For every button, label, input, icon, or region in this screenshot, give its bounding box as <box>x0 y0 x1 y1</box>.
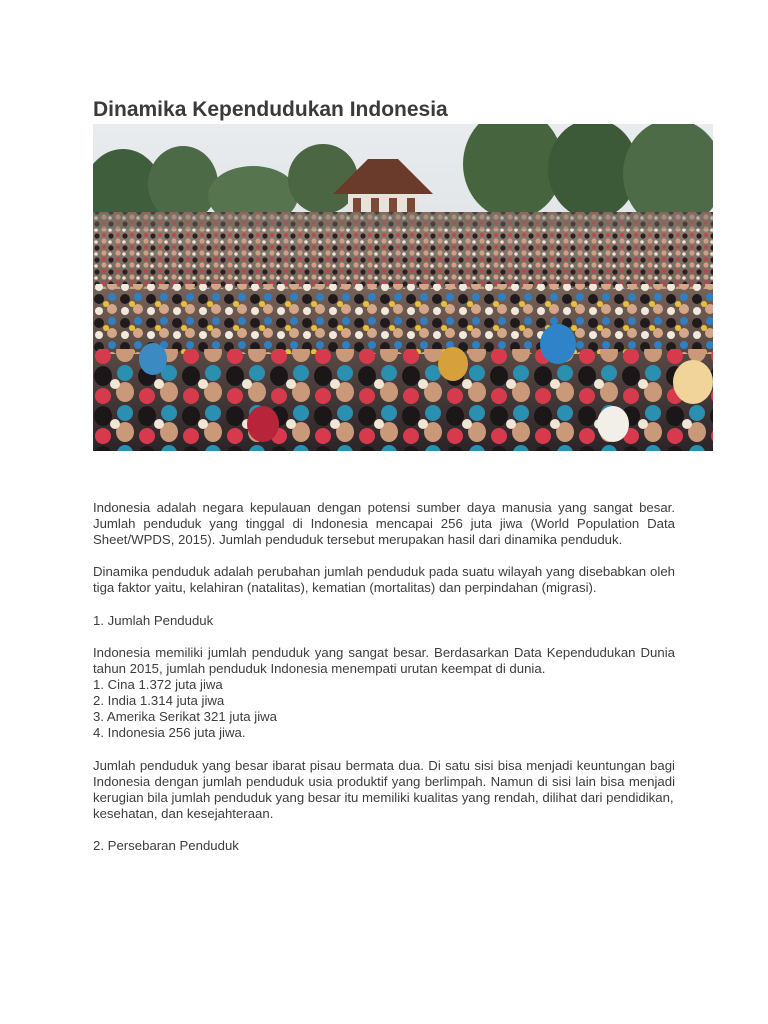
paragraph-intro: Indonesia adalah negara kepulauan dengan potensi sumber daya manusia yang sangat besar. Jumlah penduduk yang tinggal di Indonesia mencapai 256 juta jiwa (World Population Data Sheet/WPDS, 2015). Jumlah penduduk tersebut merupakan hasil dari dinamika penduduk. <box>93 500 675 548</box>
list-item: 2. India 1.314 juta jiwa <box>93 693 225 709</box>
section-heading-persebaran-penduduk: 2. Persebaran Penduduk <box>93 837 239 853</box>
list-item: 3. Amerika Serikat 321 juta jiwa <box>93 709 277 725</box>
list-item: 1. Cina 1.372 juta jiwa <box>93 677 223 693</box>
paragraph-definition: Dinamika penduduk adalah perubahan jumlah penduduk pada suatu wilayah yang disebabkan oleh tiga faktor yaitu, kelahiran (natalitas), kematian (mortalitas) dan perpindahan (migrasi). <box>93 564 675 596</box>
section-heading-jumlah-penduduk: 1. Jumlah Penduduk <box>93 612 214 628</box>
paragraph-ranking: Indonesia memiliki jumlah penduduk yang sangat besar. Berdasarkan Data Kependudukan Dunia tahun 2015, jumlah penduduk Indonesia menempati urutan keempat di dunia. <box>93 644 675 676</box>
paragraph-double-edged: Jumlah penduduk yang besar ibarat pisau bermata dua. Di satu sisi bisa menjadi keuntungan bagi Indonesia dengan jumlah penduduk usia produktif yang berlimpah. Namun di sisi lain bisa menjadi kerugian bila jumlah penduduk yang besar itu memiliki kualitas yang rendah, dilihat dari pendidikan, <box>93 757 675 805</box>
paragraph-double-edged-end: kesehatan, dan kesejahteraan. <box>93 805 274 821</box>
article-body <box>93 500 675 854</box>
crowd-photo <box>93 124 713 451</box>
list-item: 4. Indonesia 256 juta jiwa. <box>93 725 246 741</box>
crowd-photo-icon <box>93 124 713 451</box>
page-title: Dinamika Kependudukan Indonesia <box>93 98 448 121</box>
